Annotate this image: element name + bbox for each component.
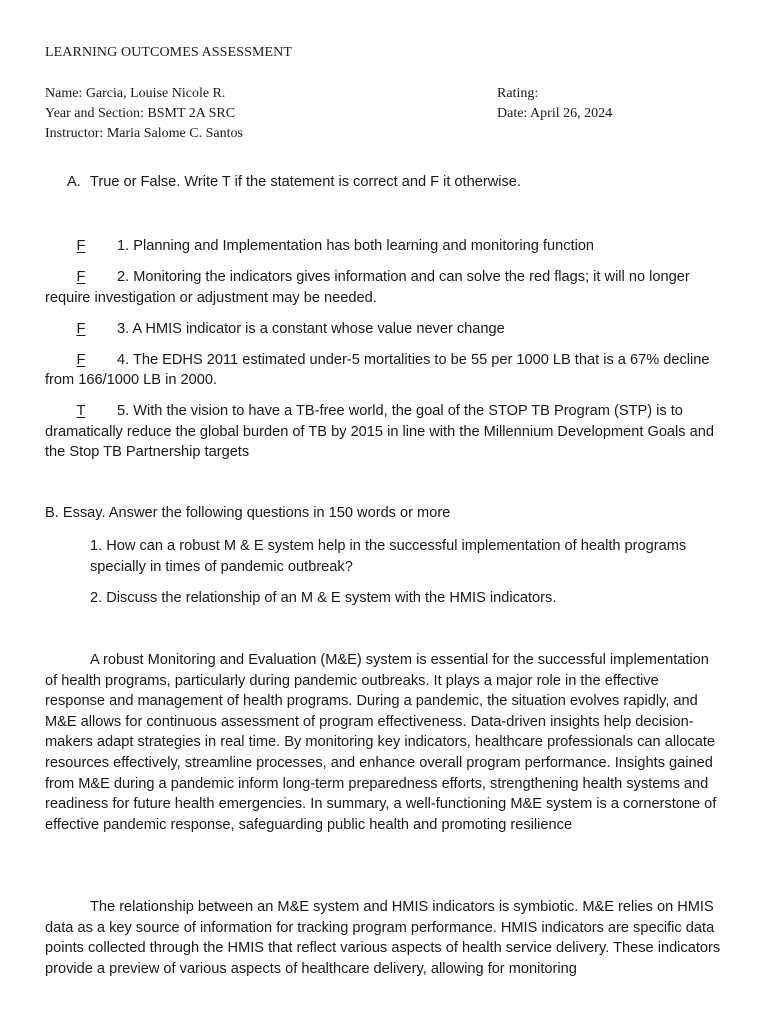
tf-statement: 2. Monitoring the indicators gives information and can solve the red flags; it will no longer require investigation or adjustment may be needed. [45,269,690,306]
student-name: Name: Garcia, Louise Nicole R. [45,86,226,101]
section-b-heading: B. Essay. Answer the following questions in 150 words or more [45,505,451,521]
tf-statement: 1. Planning and Implementation has both learning and monitoring function [117,238,595,254]
year-section: Year and Section: BSMT 2A SRC [45,106,236,121]
document-title: LEARNING OUTCOMES ASSESSMENT [45,45,293,60]
answer-blank: F [76,351,86,368]
tf-statement: 4. The EDHS 2011 estimated under-5 mortalities to be 55 per 1000 LB that is a 67% decline from 166/1000 LB in 2000. [45,351,710,388]
date-field: Date: April 26, 2024 [497,106,613,121]
answer-blank: F [76,238,86,254]
section-a-heading [67,174,521,190]
essay-paragraph: The relationship between an M&E system and HMIS indicators is symbiotic. M&E relies on HMIS data as a key source of information for tracking program performance. HMIS indicators are specific data points collected through the HMIS that reflect various aspects of health service delivery. These indicators provide a preview of various aspects of healthcare delivery, allowing for monitoring [45,899,721,977]
essay-question-1: 1. How can a robust M & E system help in the successful implementation of health programs specially in times of pandemic outbreak? [90,538,687,575]
instructor-name: Instructor: Maria Salome C. Santos [45,126,243,141]
answer-blank: F [76,269,86,285]
tf-statement: 5. With the vision to have a TB-free world, the goal of the STOP TB Program (STP) is to dramatically reduce the global burden of TB by 2015 in line with the Millennium Development Goals and the Stop TB Partnership targets [45,403,714,460]
essay-paragraph: A robust Monitoring and Evaluation (M&E) system is essential for the successful implementation of health programs, particularly during pandemic outbreaks. It plays a major role in the effective response and management of health programs. During a pandemic, the situation evolves rapidly, and M&E allows for continuous assessment of program effectiveness. Data-driven insights help decision-makers adapt strategies in real time. By monitoring key indicators, healthcare professionals can allocate resources effectively, streamline processes, and enhance overall program performance. Insights gained from M&E during a pandemic inform long-term preparedness efforts, strengthening health systems and readiness for future health emergencies. In summary, a well-functioning M&E system is a cornerstone of effective pandemic response, safeguarding public health and promoting resilience [45,652,717,833]
answer-blank: F [76,320,86,337]
tf-item-3 [45,319,725,340]
tf-item-1 [45,236,725,257]
rating-field: Rating: [497,86,539,101]
section-a-letter: A. [67,174,81,190]
true-false-list [45,236,725,473]
tf-item-2 [45,267,725,308]
student-info [45,84,243,144]
tf-statement: 3. A HMIS indicator is a constant whose value never change [117,320,505,337]
grading-info [497,84,612,124]
answer-blank: T [76,403,86,419]
tf-item-5 [45,401,725,463]
tf-item-4 [45,350,725,391]
section-a-instruction: True or False. Write T if the statement is correct and F it otherwise. [90,174,521,190]
essay-answer-2 [45,897,721,979]
essay-question-2: 2. Discuss the relationship of an M & E system with the HMIS indicators. [90,589,557,606]
essay-questions [90,536,720,619]
essay-answer-1 [45,650,721,835]
